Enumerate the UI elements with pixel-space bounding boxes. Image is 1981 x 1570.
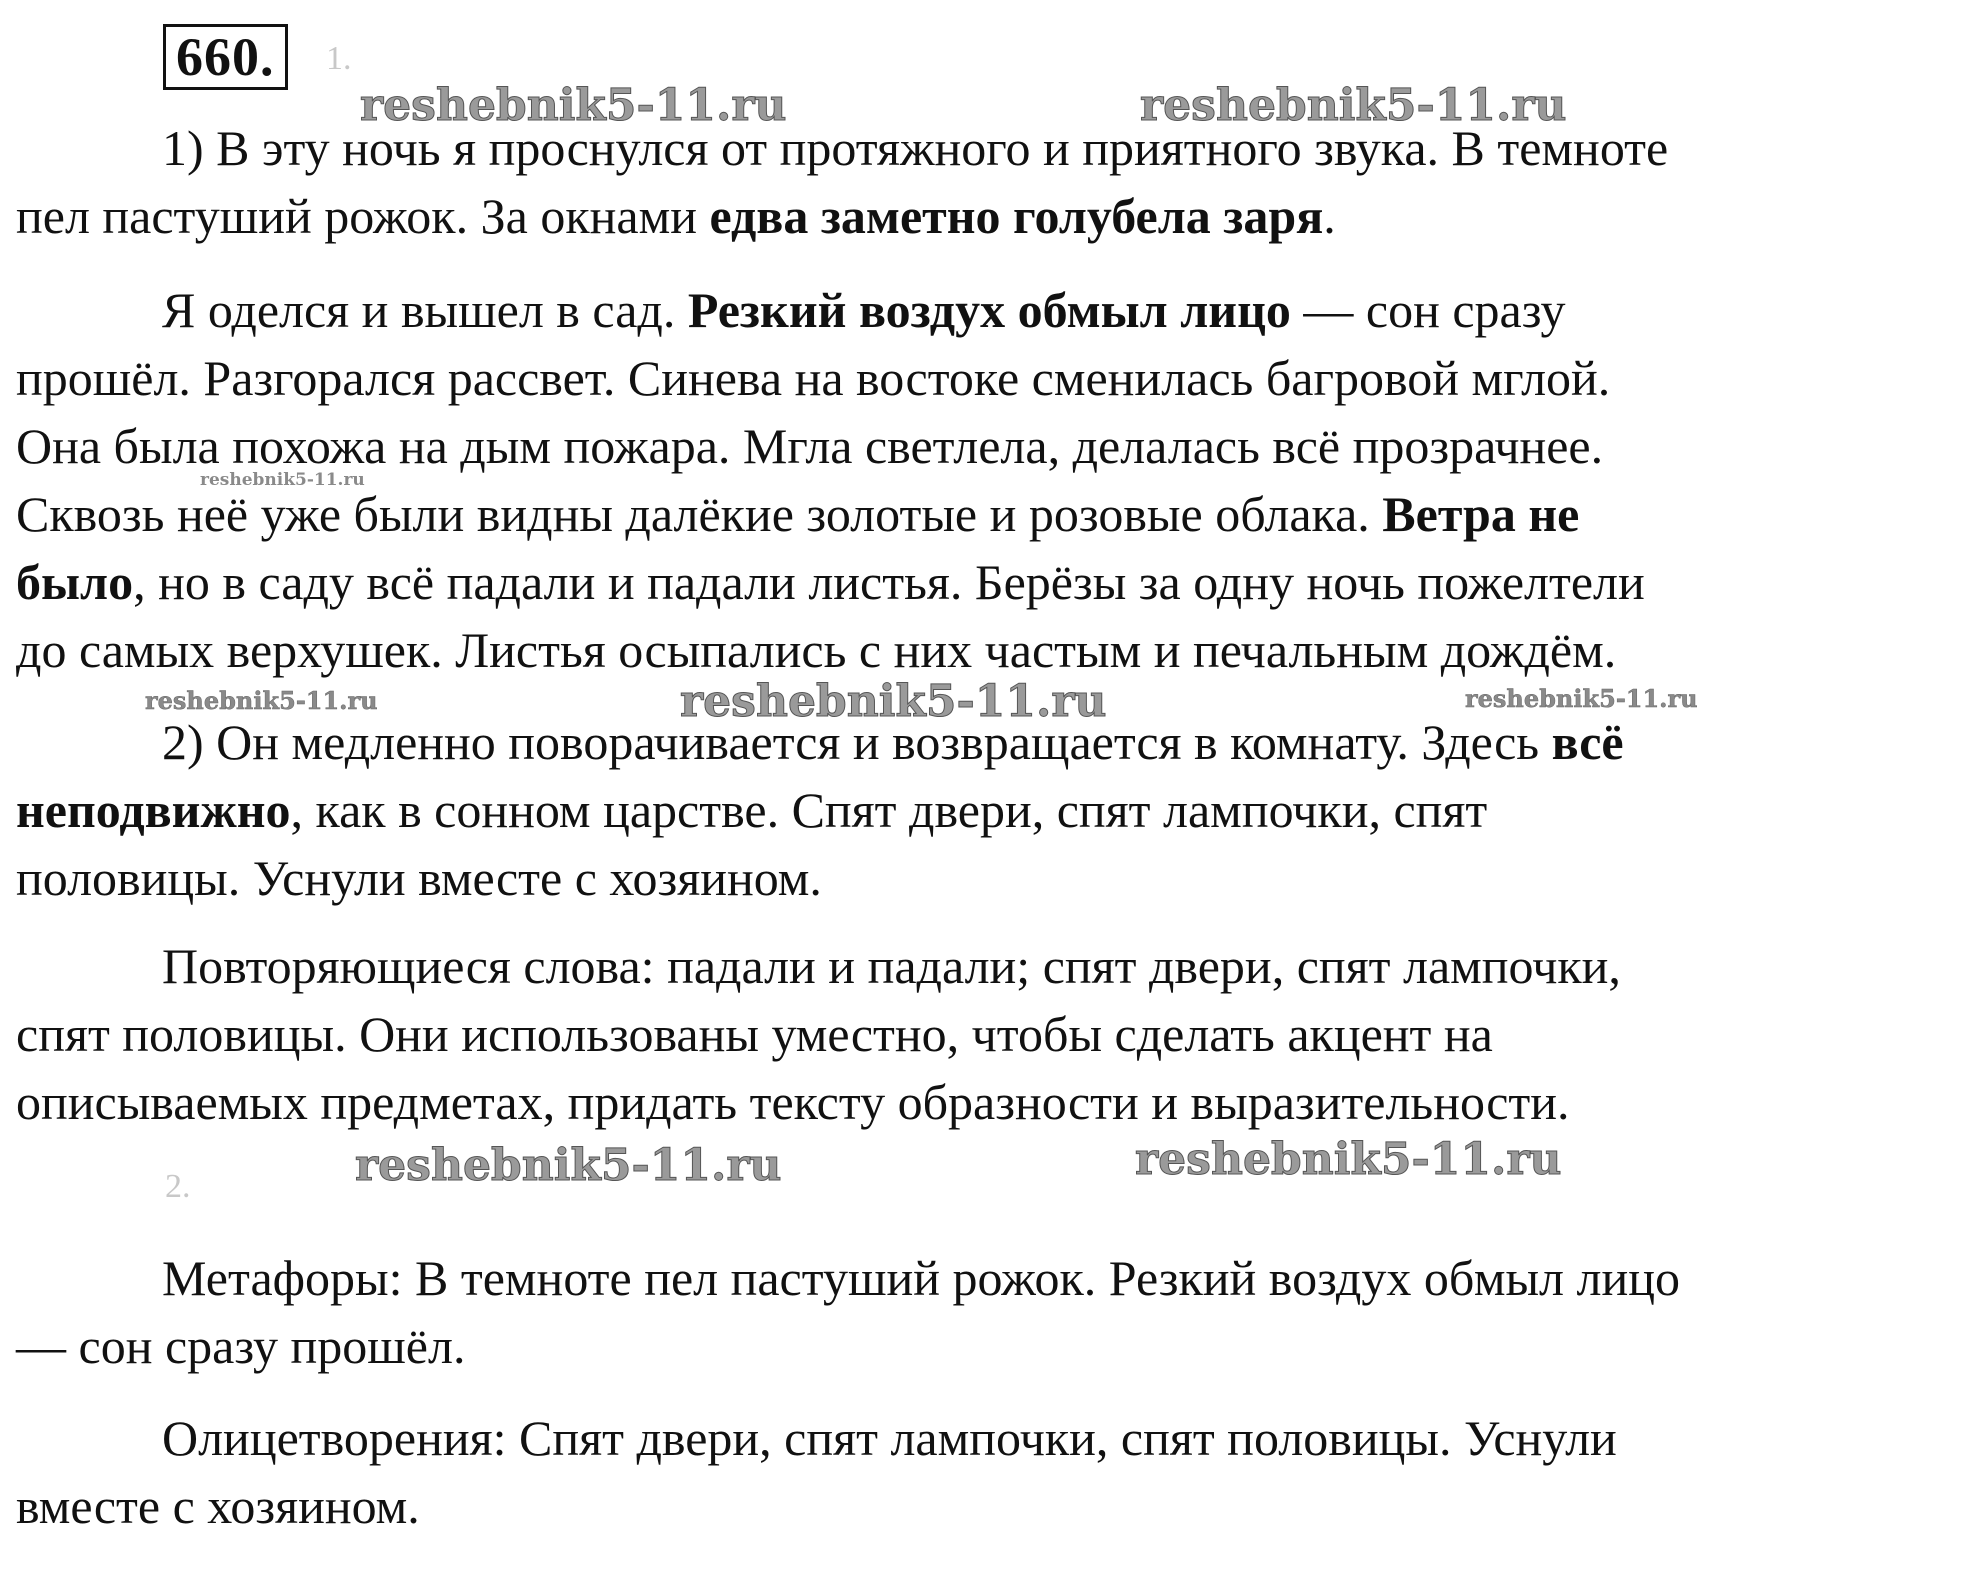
- text-line: спят половицы. Они использованы уместно, чтобы сделать акцент на: [16, 1006, 1493, 1062]
- text-line: описываемых предметах, придать тексту образности и выразительности.: [16, 1074, 1570, 1130]
- text-line: Я оделся и вышел в сад. Резкий воздух обмыл лицо — сон сразу: [162, 282, 1566, 338]
- text-line: Метафоры: В темноте пел пастуший рожок. Резкий воздух обмыл лицо: [162, 1250, 1680, 1306]
- paragraph-4: [16, 932, 1971, 1136]
- paragraph-3: [16, 708, 1971, 912]
- text-line: 1) В эту ночь я проснулся от протяжного и приятного звука. В темноте: [162, 120, 1669, 176]
- bold-phrase: Резкий воздух обмыл лицо: [687, 282, 1291, 338]
- bold-phrase: Ветра не: [1382, 486, 1580, 542]
- text-line: 2) Он медленно поворачивается и возвращается в комнату. Здесь всё: [162, 714, 1624, 770]
- bold-phrase: неподвижно: [16, 782, 291, 838]
- text-line: Олицетворения: Спят двери, спят лампочки, спят половицы. Уснули: [162, 1410, 1617, 1466]
- task-number-box: 660.: [163, 24, 288, 90]
- text-line: Повторяющиеся слова: падали и падали; спят двери, спят лампочки,: [162, 938, 1621, 994]
- text-line: вместе с хозяином.: [16, 1478, 420, 1534]
- paragraph-5: [16, 1244, 1971, 1380]
- watermark: reshebnik5-11.ru: [360, 80, 787, 131]
- text-line: было, но в саду всё падали и падали листья. Берёзы за одну ночь пожелтели: [16, 554, 1645, 610]
- watermark: reshebnik5-11.ru: [200, 470, 365, 490]
- bold-phrase: было: [16, 554, 134, 610]
- text-line: неподвижно, как в сонном царстве. Спят двери, спят лампочки, спят: [16, 782, 1488, 838]
- watermark: reshebnik5-11.ru: [1465, 684, 1698, 713]
- bold-phrase: едва заметно голубела заря: [709, 188, 1324, 244]
- section-label-2: 2.: [165, 1168, 191, 1205]
- text-line: Сквозь неё уже были видны далёкие золотые и розовые облака. Ветра не: [16, 486, 1580, 542]
- paragraph-1: [16, 114, 1971, 250]
- text-line: пел пастуший рожок. За окнами едва заметно голубела заря.: [16, 188, 1336, 244]
- watermark: reshebnik5-11.ru: [145, 686, 378, 715]
- text-line: — сон сразу прошёл.: [16, 1318, 466, 1374]
- text-line: прошёл. Разгорался рассвет. Синева на востоке сменилась багровой мглой.: [16, 350, 1611, 406]
- watermark: reshebnik5-11.ru: [1135, 1134, 1562, 1185]
- watermark: reshebnik5-11.ru: [680, 676, 1107, 727]
- paragraph-6: [16, 1404, 1971, 1540]
- text-line: Она была похожа на дым пожара. Мгла светлела, делалась всё прозрачнее.: [16, 418, 1604, 474]
- watermark: reshebnik5-11.ru: [355, 1140, 782, 1191]
- bold-phrase: всё: [1551, 714, 1624, 770]
- watermark: reshebnik5-11.ru: [1140, 80, 1567, 131]
- text-line: половицы. Уснули вместе с хозяином.: [16, 850, 822, 906]
- text-line: до самых верхушек. Листья осыпались с них частым и печальным дождём.: [16, 622, 1617, 678]
- section-label-1: 1.: [326, 40, 352, 77]
